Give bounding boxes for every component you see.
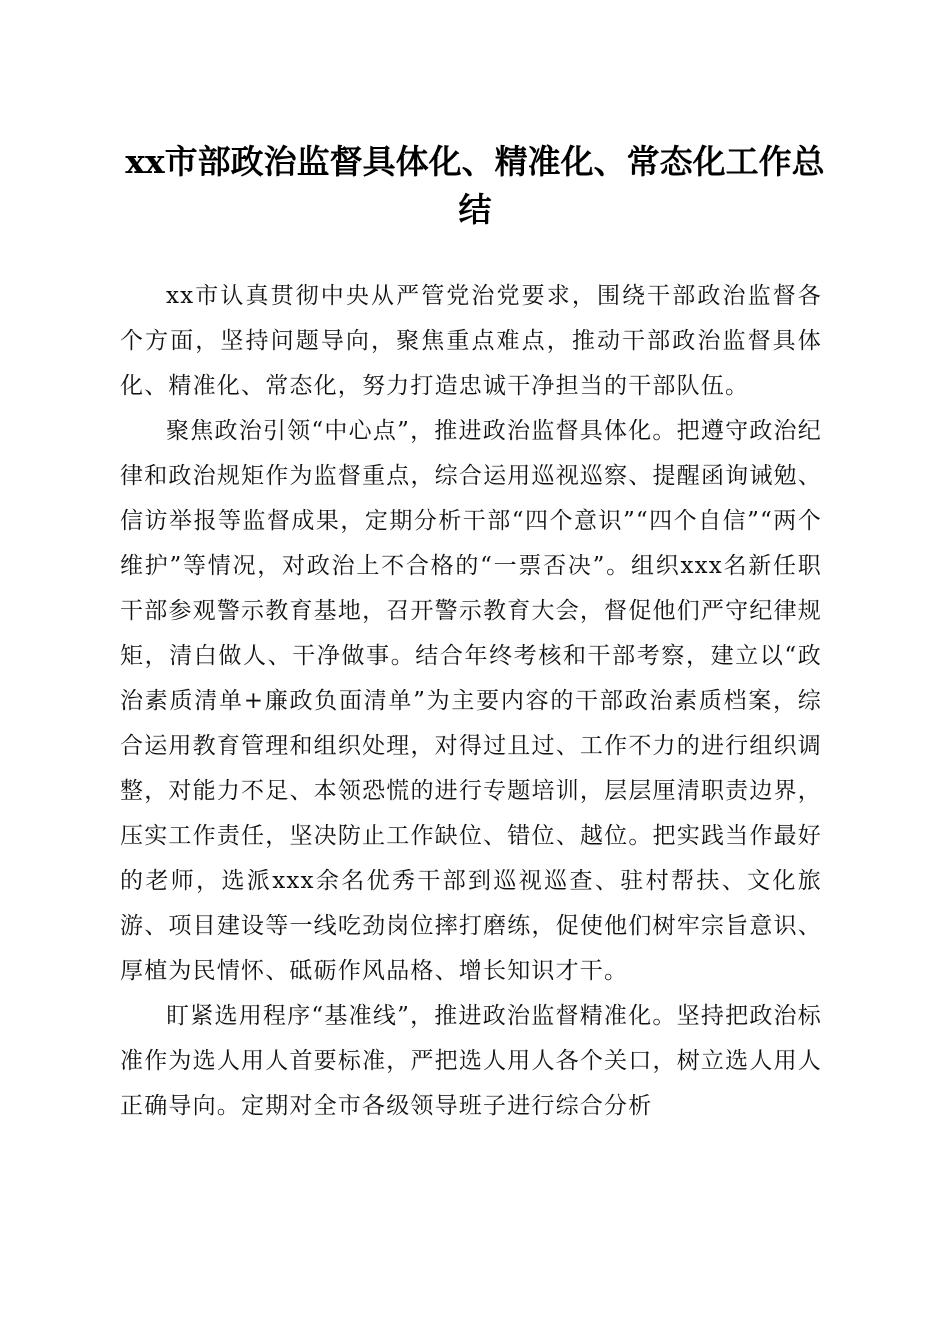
paragraph-intro: xx市认真贯彻中央从严管党治党要求，围绕干部政治监督各个方面，坚持问题导向，聚焦重点难点，推动干部政治监督具体化、精准化、常态化，努力打造忠诚干净担当的干部队伍。 <box>120 283 822 399</box>
document-title: xx市部政治监督具体化、精准化、常态化工作总结 <box>125 142 825 229</box>
document-body <box>120 274 822 1129</box>
paragraph-political-guidance: 聚焦政治引领“中心点”，推进政治监督具体化。把遵守政治纪律和政治规矩作为监督重点，综合运用巡视巡察、提醒函询诫勉、信访举报等监督成果，定期分析干部“四个意识”“四个自信”“两个维护”等情况，对政治上不合格的“一票否决”。组织xxx名新任职干部参观警示教育基地，召开警示教育大会，督促他们严守纪律规矩，清白做人、干净做事。结合年终考核和干部考察，建立以“政治素质清单+廉政负面清单”为主要内容的干部政治素质档案，综合运用教育管理和组织处理，对得过且过、工作不力的进行组织调整，对能力不足、本领恐慌的进行专题培训，层层厘清职责边界，压实工作责任，坚决防止工作缺位、错位、越位。把实践当作最好的老师，选派xxx余名优秀干部到巡视巡查、驻村帮扶、文化旅游、项目建设等一线吃劲岗位摔打磨练，促使他们树牢宗旨意识、厚植为民情怀、砥砺作风品格、增长知识才干。 <box>120 418 822 984</box>
paragraph-selection-procedure: 盯紧选用程序“基准线”，推进政治监督精准化。坚持把政治标准作为选人用人首要标准，严把选人用人各个关口，树立选人用人正确导向。定期对全市各级领导班子进行综合分析 <box>120 1003 822 1119</box>
